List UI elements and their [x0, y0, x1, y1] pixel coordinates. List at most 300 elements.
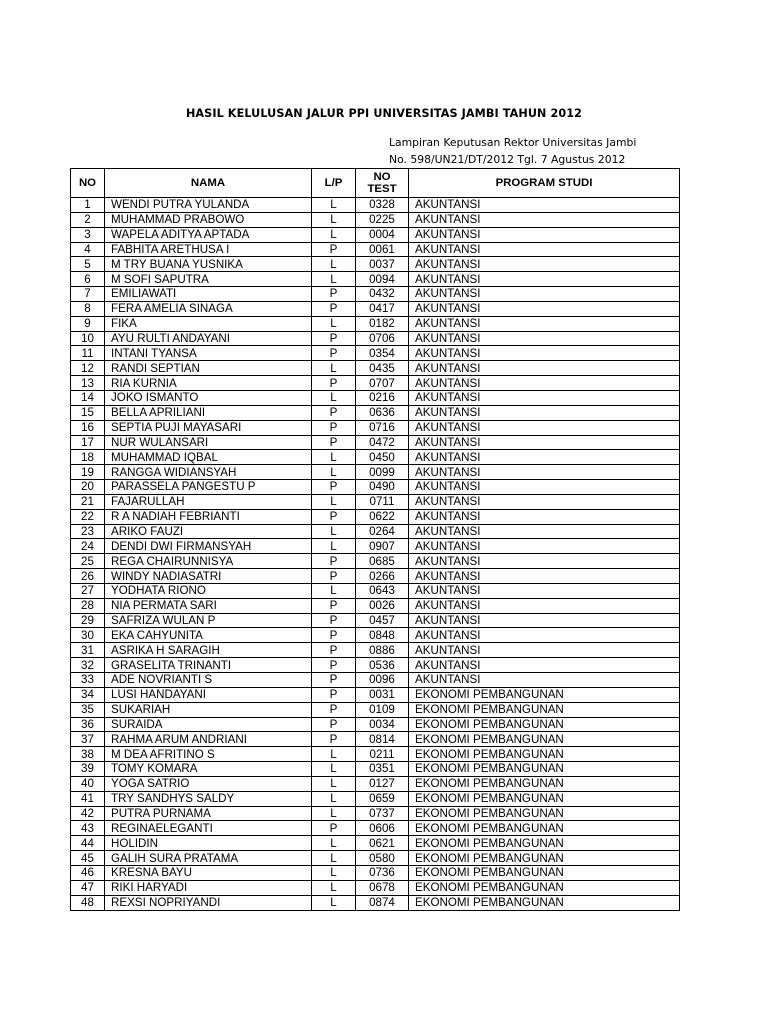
- table-row: [71, 494, 680, 509]
- cell-no-test: 0264: [356, 524, 409, 539]
- cell-lp: L: [312, 316, 356, 331]
- cell-nama: ADE NOVRIANTI S: [105, 673, 312, 688]
- cell-program-studi: AKUNTANSI: [409, 643, 680, 658]
- cell-program-studi: AKUNTANSI: [409, 376, 680, 391]
- cell-no: 3: [71, 227, 105, 242]
- cell-program-studi: EKONOMI PEMBANGUNAN: [409, 836, 680, 851]
- cell-lp: L: [312, 257, 356, 272]
- cell-nama: MUHAMMAD IQBAL: [105, 450, 312, 465]
- cell-no: 31: [71, 643, 105, 658]
- cell-no-test: 0814: [356, 732, 409, 747]
- cell-program-studi: AKUNTANSI: [409, 331, 680, 346]
- cell-no: 33: [71, 673, 105, 688]
- decree-note-line2: No. 598/UN21/DT/2012 Tgl. 7 Agustus 2012: [389, 153, 626, 166]
- cell-no-test: 0211: [356, 747, 409, 762]
- table-row: [71, 272, 680, 287]
- cell-lp: L: [312, 465, 356, 480]
- table-row: [71, 420, 680, 435]
- table-row: [71, 851, 680, 866]
- cell-nama: YODHATA RIONO: [105, 583, 312, 598]
- cell-no: 21: [71, 494, 105, 509]
- cell-no-test: 0457: [356, 613, 409, 628]
- cell-no: 40: [71, 776, 105, 791]
- cell-lp: P: [312, 242, 356, 257]
- cell-program-studi: EKONOMI PEMBANGUNAN: [409, 895, 680, 910]
- header-no-test: [356, 169, 409, 198]
- header-no-test-line1: NO: [373, 171, 391, 183]
- cell-no: 24: [71, 539, 105, 554]
- table-row: [71, 569, 680, 584]
- cell-no-test: 0004: [356, 227, 409, 242]
- cell-no-test: 0636: [356, 405, 409, 420]
- cell-nama: WAPELA ADITYA APTADA: [105, 227, 312, 242]
- cell-nama: HOLIDIN: [105, 836, 312, 851]
- cell-lp: P: [312, 687, 356, 702]
- cell-program-studi: AKUNTANSI: [409, 212, 680, 227]
- cell-no-test: 0736: [356, 865, 409, 880]
- cell-no-test: 0886: [356, 643, 409, 658]
- cell-nama: PARASSELA PANGESTU P: [105, 480, 312, 495]
- cell-lp: P: [312, 569, 356, 584]
- table-row: [71, 806, 680, 821]
- cell-nama: ASRIKA H SARAGIH: [105, 643, 312, 658]
- cell-no-test: 0737: [356, 806, 409, 821]
- cell-nama: RAHMA ARUM ANDRIANI: [105, 732, 312, 747]
- cell-no-test: 0848: [356, 628, 409, 643]
- cell-nama: R A NADIAH FEBRIANTI: [105, 509, 312, 524]
- table-row: [71, 687, 680, 702]
- table-row: [71, 480, 680, 495]
- cell-lp: P: [312, 717, 356, 732]
- cell-program-studi: AKUNTANSI: [409, 242, 680, 257]
- cell-no-test: 0621: [356, 836, 409, 851]
- cell-no: 27: [71, 583, 105, 598]
- table-row: [71, 227, 680, 242]
- cell-lp: P: [312, 821, 356, 836]
- cell-nama: SAFRIZA WULAN P: [105, 613, 312, 628]
- cell-program-studi: AKUNTANSI: [409, 435, 680, 450]
- cell-nama: FAJARULLAH: [105, 494, 312, 509]
- cell-no: 48: [71, 895, 105, 910]
- cell-no-test: 0706: [356, 331, 409, 346]
- cell-no: 35: [71, 702, 105, 717]
- cell-no: 43: [71, 821, 105, 836]
- cell-nama: WINDY NADIASATRI: [105, 569, 312, 584]
- cell-no-test: 0061: [356, 242, 409, 257]
- cell-no: 20: [71, 480, 105, 495]
- header-nama: NAMA: [105, 169, 312, 198]
- table-body: [71, 198, 680, 911]
- cell-program-studi: AKUNTANSI: [409, 569, 680, 584]
- cell-nama: KRESNA BAYU: [105, 865, 312, 880]
- table-row: [71, 524, 680, 539]
- cell-no-test: 0099: [356, 465, 409, 480]
- cell-program-studi: AKUNTANSI: [409, 539, 680, 554]
- cell-lp: P: [312, 628, 356, 643]
- cell-lp: L: [312, 776, 356, 791]
- cell-no: 39: [71, 762, 105, 777]
- cell-program-studi: AKUNTANSI: [409, 301, 680, 316]
- table-row: [71, 465, 680, 480]
- cell-no: 19: [71, 465, 105, 480]
- cell-no: 30: [71, 628, 105, 643]
- cell-nama: EMILIAWATI: [105, 287, 312, 302]
- cell-lp: P: [312, 376, 356, 391]
- cell-lp: L: [312, 865, 356, 880]
- cell-program-studi: AKUNTANSI: [409, 257, 680, 272]
- cell-no-test: 0216: [356, 390, 409, 405]
- cell-lp: L: [312, 880, 356, 895]
- cell-program-studi: AKUNTANSI: [409, 390, 680, 405]
- cell-no: 16: [71, 420, 105, 435]
- cell-lp: P: [312, 673, 356, 688]
- cell-no: 29: [71, 613, 105, 628]
- cell-no-test: 0659: [356, 791, 409, 806]
- cell-no-test: 0622: [356, 509, 409, 524]
- cell-program-studi: EKONOMI PEMBANGUNAN: [409, 776, 680, 791]
- cell-program-studi: AKUNTANSI: [409, 316, 680, 331]
- header-no-test-line2: TEST: [367, 183, 397, 195]
- document-title: HASIL KELULUSAN JALUR PPI UNIVERSITAS JAMBI TAHUN 2012: [185, 107, 583, 120]
- cell-no-test: 0716: [356, 420, 409, 435]
- table-row: [71, 331, 680, 346]
- table-row: [71, 509, 680, 524]
- cell-no-test: 0707: [356, 376, 409, 391]
- cell-nama: REGINAELEGANTI: [105, 821, 312, 836]
- cell-program-studi: AKUNTANSI: [409, 480, 680, 495]
- table-row: [71, 598, 680, 613]
- cell-no: 44: [71, 836, 105, 851]
- cell-nama: RANGGA WIDIANSYAH: [105, 465, 312, 480]
- cell-no-test: 0450: [356, 450, 409, 465]
- cell-no: 18: [71, 450, 105, 465]
- table-row: [71, 435, 680, 450]
- cell-no: 7: [71, 287, 105, 302]
- header-lp: L/P: [312, 169, 356, 198]
- cell-lp: L: [312, 851, 356, 866]
- cell-no-test: 0225: [356, 212, 409, 227]
- table-row: [71, 212, 680, 227]
- cell-nama: M SOFI SAPUTRA: [105, 272, 312, 287]
- cell-lp: P: [312, 331, 356, 346]
- cell-no-test: 0435: [356, 361, 409, 376]
- cell-lp: P: [312, 405, 356, 420]
- cell-no: 4: [71, 242, 105, 257]
- cell-nama: RANDI SEPTIAN: [105, 361, 312, 376]
- cell-lp: P: [312, 287, 356, 302]
- cell-nama: SEPTIA PUJI MAYASARI: [105, 420, 312, 435]
- cell-nama: INTANI TYANSA: [105, 346, 312, 361]
- cell-lp: L: [312, 583, 356, 598]
- table-row: [71, 242, 680, 257]
- cell-program-studi: EKONOMI PEMBANGUNAN: [409, 806, 680, 821]
- cell-program-studi: AKUNTANSI: [409, 524, 680, 539]
- cell-lp: P: [312, 420, 356, 435]
- cell-no-test: 0432: [356, 287, 409, 302]
- table-row: [71, 257, 680, 272]
- header-no: NO: [71, 169, 105, 198]
- table-header-row: [71, 169, 680, 198]
- cell-lp: P: [312, 554, 356, 569]
- cell-no: 9: [71, 316, 105, 331]
- cell-program-studi: AKUNTANSI: [409, 198, 680, 213]
- cell-no: 28: [71, 598, 105, 613]
- table-row: [71, 287, 680, 302]
- cell-nama: EKA CAHYUNITA: [105, 628, 312, 643]
- cell-no: 22: [71, 509, 105, 524]
- cell-no: 36: [71, 717, 105, 732]
- cell-lp: P: [312, 301, 356, 316]
- table-row: [71, 895, 680, 910]
- table-row: [71, 301, 680, 316]
- cell-program-studi: AKUNTANSI: [409, 658, 680, 673]
- cell-nama: TOMY KOMARA: [105, 762, 312, 777]
- cell-no: 13: [71, 376, 105, 391]
- cell-lp: L: [312, 806, 356, 821]
- cell-program-studi: EKONOMI PEMBANGUNAN: [409, 747, 680, 762]
- cell-program-studi: AKUNTANSI: [409, 598, 680, 613]
- cell-no: 8: [71, 301, 105, 316]
- cell-no-test: 0643: [356, 583, 409, 598]
- cell-lp: P: [312, 509, 356, 524]
- results-table: [70, 168, 680, 911]
- table-row: [71, 450, 680, 465]
- cell-lp: L: [312, 212, 356, 227]
- cell-no-test: 0580: [356, 851, 409, 866]
- cell-nama: RIA KURNIA: [105, 376, 312, 391]
- cell-program-studi: AKUNTANSI: [409, 361, 680, 376]
- table-row: [71, 405, 680, 420]
- cell-no: 26: [71, 569, 105, 584]
- cell-lp: L: [312, 227, 356, 242]
- cell-nama: M TRY BUANA YUSNIKA: [105, 257, 312, 272]
- cell-no-test: 0685: [356, 554, 409, 569]
- table-row: [71, 776, 680, 791]
- cell-lp: L: [312, 272, 356, 287]
- cell-program-studi: AKUNTANSI: [409, 673, 680, 688]
- cell-lp: P: [312, 643, 356, 658]
- cell-nama: GRASELITA TRINANTI: [105, 658, 312, 673]
- table-row: [71, 821, 680, 836]
- cell-nama: YOGA SATRIO: [105, 776, 312, 791]
- cell-program-studi: EKONOMI PEMBANGUNAN: [409, 687, 680, 702]
- cell-nama: NUR WULANSARI: [105, 435, 312, 450]
- cell-lp: L: [312, 390, 356, 405]
- cell-no-test: 0328: [356, 198, 409, 213]
- cell-nama: M DEA AFRITINO S: [105, 747, 312, 762]
- table-row: [71, 628, 680, 643]
- table-row: [71, 316, 680, 331]
- cell-no: 37: [71, 732, 105, 747]
- table-row: [71, 613, 680, 628]
- cell-program-studi: AKUNTANSI: [409, 465, 680, 480]
- cell-lp: L: [312, 524, 356, 539]
- table-row: [71, 346, 680, 361]
- table-row: [71, 762, 680, 777]
- cell-lp: L: [312, 762, 356, 777]
- cell-program-studi: EKONOMI PEMBANGUNAN: [409, 791, 680, 806]
- cell-no-test: 0536: [356, 658, 409, 673]
- cell-program-studi: AKUNTANSI: [409, 554, 680, 569]
- cell-nama: MUHAMMAD PRABOWO: [105, 212, 312, 227]
- cell-no-test: 0874: [356, 895, 409, 910]
- cell-program-studi: EKONOMI PEMBANGUNAN: [409, 732, 680, 747]
- cell-program-studi: AKUNTANSI: [409, 420, 680, 435]
- table-row: [71, 791, 680, 806]
- cell-lp: L: [312, 836, 356, 851]
- cell-nama: FERA AMELIA SINAGA: [105, 301, 312, 316]
- cell-no: 38: [71, 747, 105, 762]
- cell-nama: BELLA APRILIANI: [105, 405, 312, 420]
- cell-no-test: 0490: [356, 480, 409, 495]
- cell-program-studi: AKUNTANSI: [409, 227, 680, 242]
- table-row: [71, 658, 680, 673]
- cell-program-studi: AKUNTANSI: [409, 287, 680, 302]
- cell-no-test: 0096: [356, 673, 409, 688]
- cell-nama: TRY SANDHYS SALDY: [105, 791, 312, 806]
- cell-lp: P: [312, 732, 356, 747]
- cell-nama: NIA PERMATA SARI: [105, 598, 312, 613]
- cell-lp: P: [312, 702, 356, 717]
- cell-no-test: 0182: [356, 316, 409, 331]
- cell-program-studi: EKONOMI PEMBANGUNAN: [409, 702, 680, 717]
- cell-no: 11: [71, 346, 105, 361]
- cell-no-test: 0417: [356, 301, 409, 316]
- cell-no: 46: [71, 865, 105, 880]
- table-row: [71, 732, 680, 747]
- cell-no: 5: [71, 257, 105, 272]
- cell-nama: AYU RULTI ANDAYANI: [105, 331, 312, 346]
- cell-no: 41: [71, 791, 105, 806]
- cell-no: 17: [71, 435, 105, 450]
- cell-program-studi: EKONOMI PEMBANGUNAN: [409, 851, 680, 866]
- cell-no: 25: [71, 554, 105, 569]
- table-row: [71, 702, 680, 717]
- cell-lp: P: [312, 346, 356, 361]
- cell-lp: L: [312, 450, 356, 465]
- cell-nama: SUKARIAH: [105, 702, 312, 717]
- cell-no-test: 0606: [356, 821, 409, 836]
- cell-no-test: 0109: [356, 702, 409, 717]
- cell-nama: RIKI HARYADI: [105, 880, 312, 895]
- cell-nama: PUTRA PURNAMA: [105, 806, 312, 821]
- cell-nama: GALIH SURA PRATAMA: [105, 851, 312, 866]
- cell-no-test: 0127: [356, 776, 409, 791]
- cell-no: 23: [71, 524, 105, 539]
- cell-program-studi: AKUNTANSI: [409, 509, 680, 524]
- table-row: [71, 836, 680, 851]
- cell-lp: L: [312, 494, 356, 509]
- cell-program-studi: EKONOMI PEMBANGUNAN: [409, 762, 680, 777]
- cell-no-test: 0678: [356, 880, 409, 895]
- cell-lp: L: [312, 361, 356, 376]
- table-row: [71, 643, 680, 658]
- cell-no: 10: [71, 331, 105, 346]
- cell-no: 2: [71, 212, 105, 227]
- cell-no-test: 0031: [356, 687, 409, 702]
- cell-program-studi: AKUNTANSI: [409, 450, 680, 465]
- cell-no: 12: [71, 361, 105, 376]
- table-row: [71, 880, 680, 895]
- cell-nama: ARIKO FAUZI: [105, 524, 312, 539]
- cell-lp: L: [312, 198, 356, 213]
- cell-nama: JOKO ISMANTO: [105, 390, 312, 405]
- cell-lp: L: [312, 791, 356, 806]
- table-row: [71, 747, 680, 762]
- table-row: [71, 673, 680, 688]
- cell-lp: L: [312, 539, 356, 554]
- table-row: [71, 583, 680, 598]
- cell-no-test: 0266: [356, 569, 409, 584]
- cell-nama: REGA CHAIRUNNISYA: [105, 554, 312, 569]
- cell-no: 15: [71, 405, 105, 420]
- cell-nama: FABHITA ARETHUSA I: [105, 242, 312, 257]
- cell-no-test: 0094: [356, 272, 409, 287]
- table-row: [71, 376, 680, 391]
- table-row: [71, 865, 680, 880]
- table-row: [71, 390, 680, 405]
- cell-program-studi: AKUNTANSI: [409, 628, 680, 643]
- cell-no-test: 0711: [356, 494, 409, 509]
- cell-no-test: 0472: [356, 435, 409, 450]
- table-row: [71, 361, 680, 376]
- cell-program-studi: AKUNTANSI: [409, 494, 680, 509]
- cell-lp: L: [312, 747, 356, 762]
- cell-nama: WENDI PUTRA YULANDA: [105, 198, 312, 213]
- cell-no-test: 0026: [356, 598, 409, 613]
- cell-lp: P: [312, 613, 356, 628]
- cell-program-studi: EKONOMI PEMBANGUNAN: [409, 865, 680, 880]
- cell-no: 1: [71, 198, 105, 213]
- cell-no-test: 0037: [356, 257, 409, 272]
- cell-nama: SURAIDA: [105, 717, 312, 732]
- cell-program-studi: EKONOMI PEMBANGUNAN: [409, 821, 680, 836]
- cell-program-studi: AKUNTANSI: [409, 613, 680, 628]
- cell-no-test: 0351: [356, 762, 409, 777]
- cell-program-studi: EKONOMI PEMBANGUNAN: [409, 880, 680, 895]
- cell-no-test: 0034: [356, 717, 409, 732]
- cell-no: 14: [71, 390, 105, 405]
- cell-lp: P: [312, 658, 356, 673]
- cell-nama: FIKA: [105, 316, 312, 331]
- table-row: [71, 554, 680, 569]
- cell-program-studi: AKUNTANSI: [409, 272, 680, 287]
- cell-program-studi: AKUNTANSI: [409, 583, 680, 598]
- cell-no: 45: [71, 851, 105, 866]
- table-row: [71, 198, 680, 213]
- cell-program-studi: AKUNTANSI: [409, 346, 680, 361]
- cell-no-test: 0907: [356, 539, 409, 554]
- cell-no: 6: [71, 272, 105, 287]
- cell-nama: REXSI NOPRIYANDI: [105, 895, 312, 910]
- decree-note-line1: Lampiran Keputusan Rektor Universitas Jambi: [389, 136, 637, 149]
- cell-no: 47: [71, 880, 105, 895]
- table-row: [71, 717, 680, 732]
- cell-lp: P: [312, 598, 356, 613]
- cell-nama: LUSI HANDAYANI: [105, 687, 312, 702]
- cell-no: 34: [71, 687, 105, 702]
- cell-no-test: 0354: [356, 346, 409, 361]
- table-row: [71, 539, 680, 554]
- cell-no: 42: [71, 806, 105, 821]
- cell-lp: P: [312, 480, 356, 495]
- cell-program-studi: EKONOMI PEMBANGUNAN: [409, 717, 680, 732]
- cell-no: 32: [71, 658, 105, 673]
- cell-lp: L: [312, 895, 356, 910]
- cell-nama: DENDI DWI FIRMANSYAH: [105, 539, 312, 554]
- cell-lp: P: [312, 435, 356, 450]
- cell-program-studi: AKUNTANSI: [409, 405, 680, 420]
